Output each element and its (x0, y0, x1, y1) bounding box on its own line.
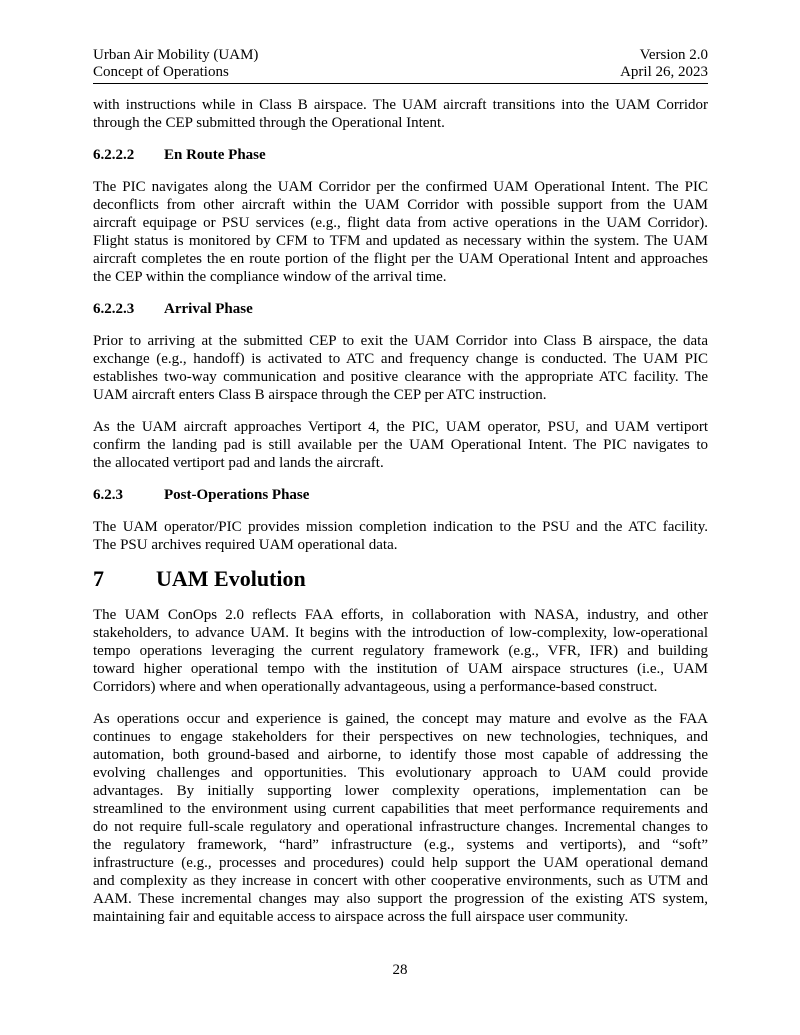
paragraph-line: advantages. By initially supporting lower complexity operations, implementation can be (93, 783, 708, 799)
paragraph-line: deconflicts from other aircraft within the UAM Corridor with possible support from the UAM (93, 197, 708, 213)
paragraph-line: The PIC navigates along the UAM Corridor per the confirmed UAM Operational Intent. The PIC (93, 179, 708, 195)
paragraph-line: the allocated vertiport pad and lands the aircraft. (93, 455, 384, 471)
paragraph-line: infrastructure (e.g., processes and procedures) could help support the UAM operational demand (93, 855, 708, 871)
paragraph-line: The UAM ConOps 2.0 reflects FAA efforts, in collaboration with NASA, industry, and other (93, 607, 708, 623)
heading-title: Arrival Phase (164, 301, 253, 317)
paragraph-line: the regulatory framework, “hard” infrastructure (e.g., systems and vertiports), and “soft” (93, 837, 708, 853)
paragraph-line: tempo operations leveraging the current regulatory framework (e.g., VFR, IFR) and building (93, 643, 708, 659)
paragraph-line: aircraft completes the en route portion of the flight per the UAM Operational Intent and approaches (93, 251, 708, 267)
paragraph-line: the CEP within the compliance window of the arrival time. (93, 269, 447, 285)
paragraph (93, 710, 708, 926)
paragraph-line: establishes two-way communication and positive clearance with the appropriate ATC facility. The (93, 369, 708, 385)
heading-title: Post-Operations Phase (164, 487, 310, 503)
paragraph-line: Prior to arriving at the submitted CEP to exit the UAM Corridor into Class B airspace, the data (93, 333, 708, 349)
heading-number: 7 (93, 566, 104, 591)
paragraph-line: The PSU archives required UAM operational data. (93, 537, 398, 553)
paragraph-line: and complexity as they increase in concert with other cooperative environments, such as UTM and (93, 873, 708, 889)
paragraph-line: with instructions while in Class B airspace. The UAM aircraft transitions into the UAM Corridor (93, 97, 708, 113)
header-date: April 26, 2023 (620, 64, 708, 80)
heading-number: 6.2.2.2 (93, 147, 135, 163)
document-page (93, 47, 708, 926)
header-version: Version 2.0 (639, 47, 708, 63)
paragraph-line: The UAM operator/PIC provides mission completion indication to the PSU and the ATC facility. (93, 519, 708, 535)
heading-number: 6.2.3 (93, 487, 123, 503)
paragraph-line: continues to engage stakeholders for their perspectives on new technologies, techniques, and (93, 729, 708, 745)
paragraph (93, 332, 708, 404)
heading-title: En Route Phase (164, 147, 266, 163)
header-doc-title: Urban Air Mobility (UAM) (93, 47, 259, 63)
paragraph-line: UAM aircraft enters Class B airspace through the CEP per ATC instruction. (93, 387, 547, 403)
paragraph-line: toward higher operational tempo with the institution of UAM airspace structures (i.e., UAM (93, 661, 708, 677)
paragraph-line: through the CEP submitted through the Operational Intent. (93, 115, 445, 131)
paragraph-line: do not require full-scale regulatory and operational infrastructure changes. Incremental changes to (93, 819, 708, 835)
paragraph (93, 96, 708, 132)
paragraph-line: aircraft equipage or PSU services (e.g., flight data from active operations in the UAM Corridor). (93, 215, 708, 231)
header-left (93, 47, 258, 81)
paragraph-line: evolving challenges and opportunities. This evolutionary approach to UAM could provide (93, 765, 708, 781)
paragraph-line: maintaining fair and equitable access to airspace across the full airspace user community. (93, 909, 629, 925)
paragraph-line: As operations occur and experience is gained, the concept may mature and evolve as the FAA (93, 711, 708, 727)
paragraph (93, 606, 708, 696)
subsection-heading (93, 146, 708, 164)
subsection-heading (93, 486, 708, 504)
paragraph-line: Corridors) where and when operationally advantageous, using a performance-based construct. (93, 679, 658, 695)
subsection-heading (93, 300, 708, 318)
page-number: 28 (392, 962, 408, 978)
running-header (93, 47, 708, 81)
document-body (93, 96, 708, 926)
header-doc-subtitle: Concept of Operations (93, 64, 229, 80)
paragraph-line: confirm the landing pad is still available per the UAM Operational Intent. The PIC navigates to (93, 437, 708, 453)
paragraph-line: stakeholders, to advance UAM. It begins with the introduction of low-complexity, low-operational (93, 625, 708, 641)
paragraph-line: As the UAM aircraft approaches Vertiport 4, the PIC, UAM operator, PSU, and UAM vertiport (93, 419, 708, 435)
paragraph (93, 418, 708, 472)
paragraph-line: AAM. These incremental changes may also support the progression of the existing ATS system, (93, 891, 708, 907)
paragraph (93, 178, 708, 286)
heading-number: 6.2.2.3 (93, 301, 135, 317)
section-heading (93, 566, 708, 592)
paragraph-line: streamlined to the environment using current capabilities that meet performance requirements and (93, 801, 708, 817)
paragraph-line: automation, both ground-based and airborne, to identify those most capable of addressing the (93, 747, 708, 763)
header-rule (93, 83, 708, 84)
header-right (620, 47, 708, 81)
heading-title: UAM Evolution (156, 566, 306, 591)
paragraph-line: exchange (e.g., handoff) is activated to ATC and frequency change is conducted. The UAM PIC (93, 351, 708, 367)
paragraph-line: Flight status is monitored by CFM to TFM and updated as necessary within the system. The UAM (93, 233, 708, 249)
paragraph (93, 518, 708, 554)
